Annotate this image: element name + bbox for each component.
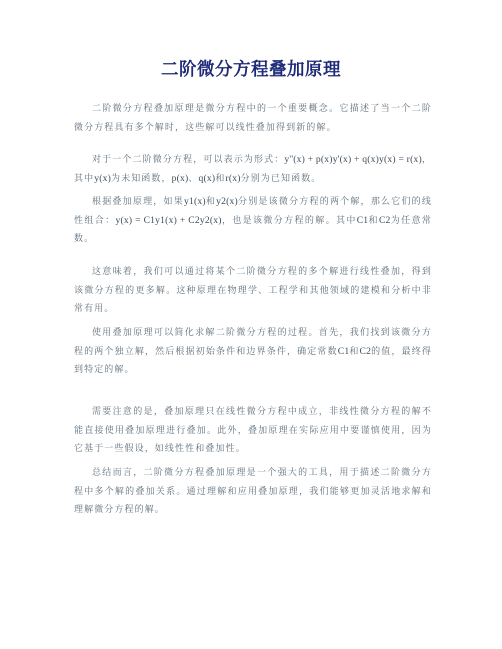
formula-text: C1: [356, 214, 369, 226]
formula-text: q(x): [198, 172, 216, 184]
paragraph-caution: [74, 403, 432, 459]
formula-text: C1: [337, 345, 350, 357]
paragraph-text: 和: [368, 215, 379, 226]
document-title: 二阶微分方程叠加原理: [161, 60, 341, 80]
formula-text: y1(x): [183, 196, 206, 207]
paragraph-text: 二阶微分方程叠加原理是微分方程中的一个重要概念。它描述了当一个二阶微分方程具有多个解时，这些解可以线性叠加得到新的解。: [74, 104, 432, 133]
paragraph-intro: [74, 100, 432, 137]
paragraph-text: ，也是该微分方程的解。其中: [221, 215, 357, 226]
paragraph-text: 总结而言，二阶微分方程叠加原理是一个强大的工具，用于描述二阶微分方程中多个解的叠加关系。通过理解和应用叠加原理，我们能够更加灵活地求解和理解微分方程的解。: [74, 468, 432, 515]
formula-text: y2(x): [216, 196, 238, 207]
paragraph-text: 根据叠加原理，如果: [92, 197, 184, 207]
paragraph-text: 分别为已知函数。: [240, 173, 322, 184]
formula-text: C2: [378, 214, 391, 226]
paragraph-text: 这意味着，我们可以通过将某个二阶微分方程的多个解进行线性叠加，得到该微分方程的更多解。这种原理在物理学、工程学和其他领域的建模和分析中非常有用。: [74, 267, 432, 314]
formula-text: y(x): [94, 172, 111, 184]
paragraph-usage: [74, 324, 432, 380]
paragraph-meaning: [74, 263, 432, 319]
formula-text: p(x): [171, 172, 189, 184]
paragraph-text: ，其中: [74, 155, 433, 184]
equation-text: y(x) = C1y1(x) + C2y2(x): [115, 214, 222, 226]
paragraph-text: 分别是该微分方程的两个解，那么它们的线性组合：: [74, 197, 433, 226]
paragraph-text: 和: [349, 346, 360, 357]
formula-text: r(x): [225, 172, 241, 184]
paragraph-text: 和: [215, 173, 226, 184]
paragraph-summary: [74, 464, 432, 520]
paragraph-text: 需要注意的是，叠加原理只在线性微分方程中成立，非线性微分方程的解不能直接使用叠加原理进行叠加。此外，叠加原理在实际应用中要谨慎使用，因为它基于一些假设，如线性性和叠加性。: [74, 407, 432, 454]
paragraph-superposition: [74, 193, 432, 249]
formula-text: C2: [359, 345, 372, 357]
paragraph-text: 为任意常数。: [74, 215, 433, 244]
paragraph-text: 使用叠加原理可以简化求解二阶微分方程的过程。首先，我们找到该微分方程的两个独立解，然后根据初始条件和边界条件，确定常数: [74, 328, 432, 357]
paragraph-text: 对于一个二阶微分方程，可以表示为形式：: [92, 155, 285, 165]
paragraph-text: 和: [205, 197, 217, 207]
equation-text: y''(x) + p(x)y'(x) + q(x)y(x) = r(x): [284, 154, 422, 165]
paragraph-equation-form: [74, 151, 432, 188]
paragraph-text: 、: [188, 173, 199, 184]
paragraph-text: 为未知函数，: [111, 173, 172, 184]
paragraph-text: 的值，最终得到特定的解。: [74, 346, 432, 375]
